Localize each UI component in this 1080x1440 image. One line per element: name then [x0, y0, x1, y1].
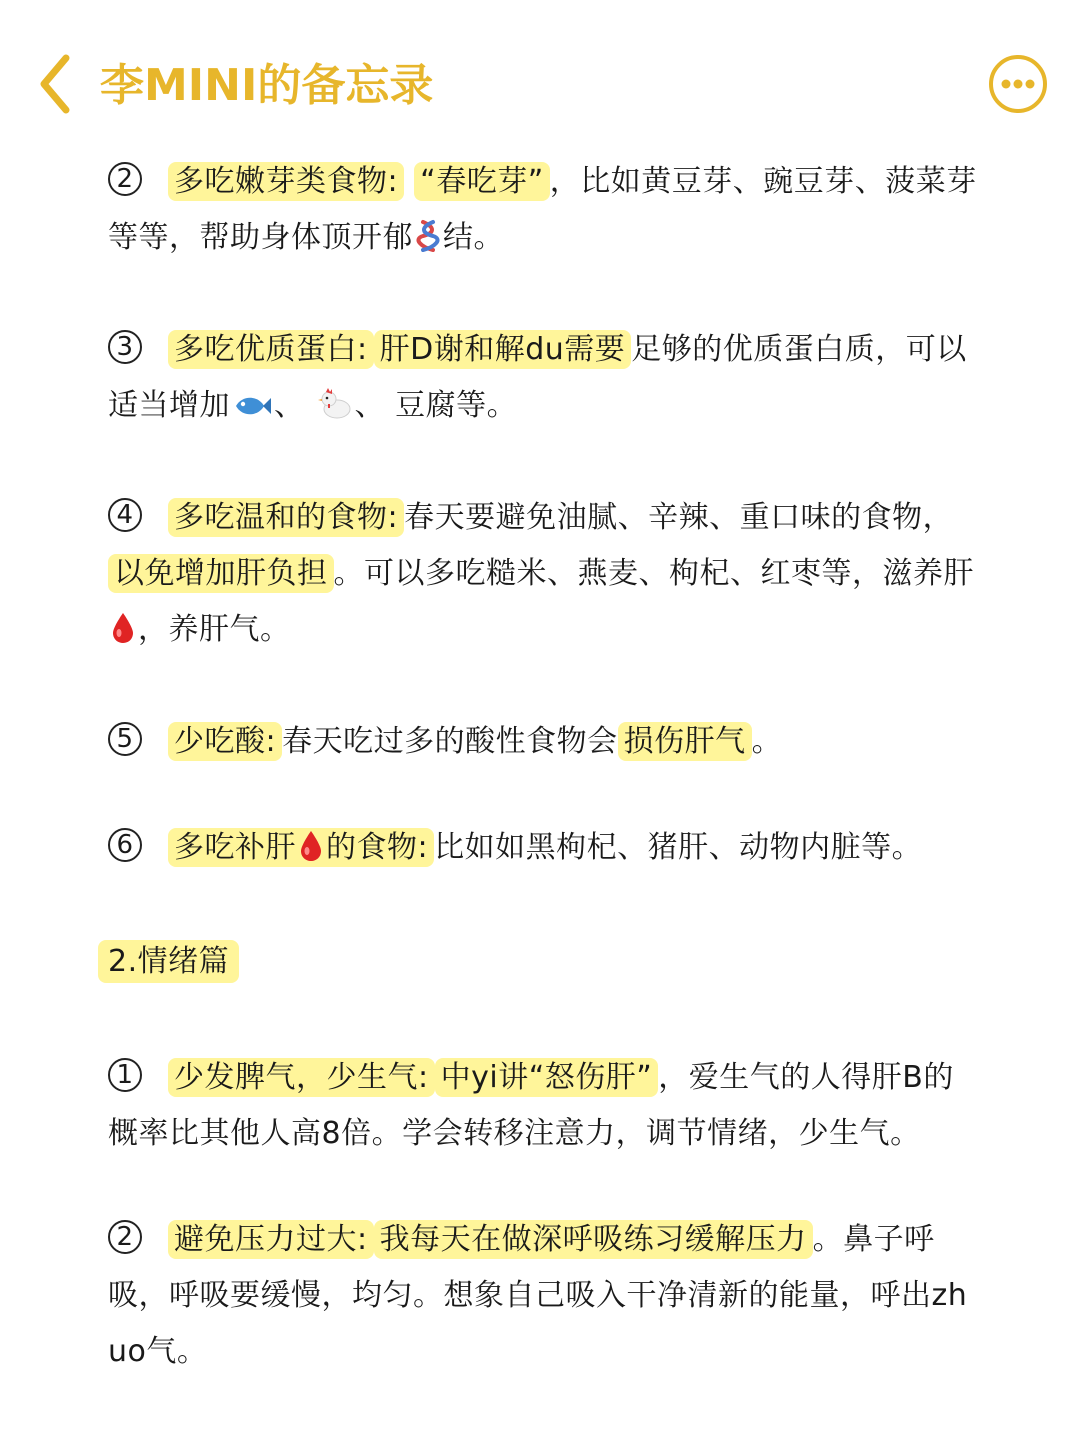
- blood-drop-emoji: [298, 826, 324, 882]
- body-text: 结。: [443, 220, 504, 255]
- list-item: [108, 1212, 978, 1380]
- body-text: 足够的优质蛋白质，可以适当增加: [108, 332, 967, 423]
- highlight: 我每天在做深呼吸练习缓解压力: [374, 1220, 813, 1259]
- list-item: [108, 322, 978, 440]
- note-body[interactable]: [108, 150, 978, 1380]
- highlight: 中yi讲“怒伤肝”: [435, 1058, 659, 1097]
- body-text: 、: [274, 388, 305, 423]
- highlight: 少吃酸:: [168, 722, 282, 761]
- section-heading-text: 2.情绪篇: [98, 940, 239, 983]
- highlight: 多吃嫩芽类食物:: [168, 162, 404, 201]
- highlight: 少发脾气，少生气:: [168, 1058, 435, 1097]
- body-text: ，比如黄豆芽、豌豆芽、菠菜芽等等，帮助身体顶开郁: [108, 164, 977, 255]
- item-number: 6: [108, 828, 142, 862]
- nav-bar: [0, 0, 1080, 150]
- highlight: 肝D谢和解du需要: [374, 330, 632, 369]
- highlight-text: 的食物:: [326, 830, 429, 865]
- body-text: ，爱生气的人得肝B的概率比其他人高8倍。学会转移注意力，调节情绪，少生气。: [108, 1060, 954, 1151]
- body-text: 比如如黑枸杞、猪肝、动物内脏等。: [434, 830, 923, 865]
- highlight-text: 多吃补肝: [174, 830, 296, 865]
- list-item: [108, 820, 978, 882]
- section-heading: [108, 934, 978, 990]
- body-text: ，养肝气。: [138, 612, 291, 647]
- body-text: 、 豆腐等。: [354, 388, 518, 423]
- chicken-emoji: [317, 384, 353, 440]
- item-number: 2: [108, 162, 142, 196]
- item-number: 4: [108, 498, 142, 532]
- page-title: 李MINI的备忘录: [100, 60, 434, 111]
- highlight: 损伤肝气: [618, 722, 752, 761]
- back-button[interactable]: [30, 48, 86, 120]
- item-number: 3: [108, 330, 142, 364]
- body-text: 。可以多吃糙米、燕麦、枸杞、红枣等，滋养肝: [333, 556, 974, 591]
- list-item: [108, 714, 978, 770]
- highlight: 以免增加肝负担: [108, 554, 334, 593]
- blood-drop-emoji: [110, 608, 136, 664]
- item-number: 1: [108, 1058, 142, 1092]
- body-text: 春天吃过多的酸性食物会: [282, 724, 618, 759]
- item-number: 5: [108, 722, 142, 756]
- highlight: [168, 828, 434, 867]
- highlight: 多吃优质蛋白:: [168, 330, 374, 369]
- list-item: [108, 1050, 978, 1162]
- highlight: “春吃芽”: [414, 162, 550, 201]
- item-number: 2: [108, 1220, 142, 1254]
- highlight: 避免压力过大:: [168, 1220, 374, 1259]
- body-text: 春天要避免油腻、辛辣、重口味的食物，: [404, 500, 954, 535]
- more-dots-icon: [988, 54, 1048, 114]
- knot-emoji: [415, 216, 441, 272]
- body-text: 。鼻子呼吸，呼吸要缓慢，均匀。想象自己吸入干净清新的能量，呼出zhuo气。: [108, 1222, 968, 1369]
- fish-emoji: [232, 384, 272, 440]
- chevron-left-icon: [30, 48, 86, 120]
- list-item: [108, 490, 978, 664]
- highlight: 多吃温和的食物:: [168, 498, 404, 537]
- body-text: 。: [751, 724, 783, 759]
- list-item: [108, 154, 978, 272]
- more-options-button[interactable]: [988, 54, 1048, 114]
